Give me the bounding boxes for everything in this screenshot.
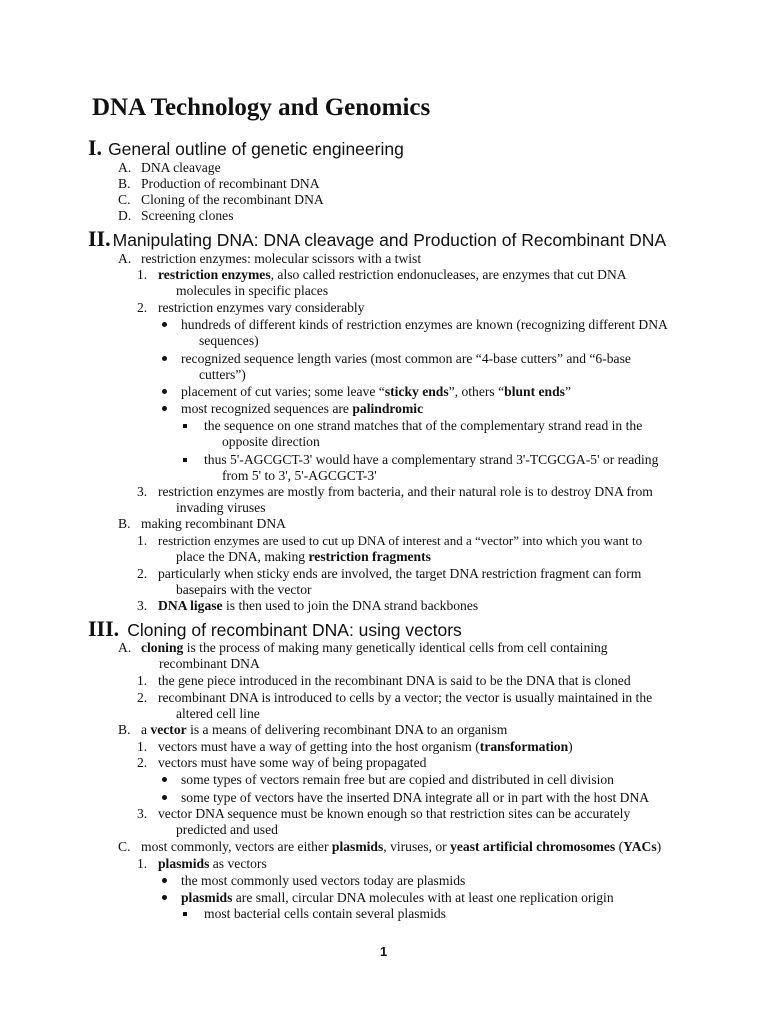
list-item — [181, 384, 571, 400]
list-item: vectors must have some way of being propagated — [158, 755, 427, 770]
list-item: restriction enzymes vary considerably — [158, 300, 365, 315]
list-item: restriction enzymes are used to cut up DNA of interest and a “vector” into which you want to — [158, 533, 643, 548]
text: place the DNA, making — [176, 549, 309, 564]
list-item-continued: predicted and used — [176, 822, 278, 837]
list-marker: B. — [118, 176, 131, 191]
list-item — [141, 640, 608, 656]
list-marker: 1. — [137, 673, 148, 688]
list-item-continued: cutters”) — [199, 367, 246, 382]
list-marker: D. — [118, 208, 132, 223]
list-marker: 2. — [137, 755, 148, 770]
list-item — [141, 839, 661, 855]
bold-term: plasmids — [158, 856, 210, 871]
list-item — [158, 856, 267, 872]
text: ( — [615, 839, 624, 854]
bold-term: vector — [150, 722, 187, 737]
text: ” — [564, 384, 572, 399]
text: ) — [656, 839, 662, 854]
bold-term: transformation — [479, 739, 569, 754]
bullet-icon — [162, 777, 167, 782]
section-number: II. — [88, 226, 111, 251]
list-item — [181, 890, 614, 906]
list-marker: 2. — [137, 566, 148, 581]
bullet-icon — [162, 356, 167, 361]
list-marker: C. — [118, 839, 131, 854]
list-item-continued: opposite direction — [222, 434, 320, 449]
bold-term: palindromic — [352, 401, 424, 416]
square-bullet-icon — [183, 912, 187, 916]
section-1-heading — [88, 136, 404, 163]
list-item-continued: basepairs with the vector — [176, 582, 312, 597]
page-number: 1 — [380, 944, 388, 959]
list-item — [158, 267, 627, 283]
list-marker: 3. — [137, 598, 148, 613]
list-item: restriction enzymes are mostly from bacteria, and their natural role is to destroy DNA from — [158, 484, 653, 499]
list-item: some types of vectors remain free but are copied and distributed in cell division — [181, 772, 614, 787]
list-item — [181, 401, 423, 417]
text: ) — [568, 739, 573, 754]
list-item-continued: sequences) — [199, 333, 259, 348]
text: is then used to join the DNA strand backbones — [222, 598, 479, 613]
list-marker: 1. — [137, 533, 148, 548]
section-title: Cloning of recombinant DNA: using vectors — [127, 620, 462, 640]
section-number: I. — [88, 135, 103, 160]
bullet-icon — [162, 406, 167, 411]
list-item: the most commonly used vectors today are plasmids — [181, 873, 466, 888]
list-item: restriction enzymes: molecular scissors with a twist — [141, 251, 422, 266]
bold-term: restriction fragments — [308, 549, 431, 564]
list-item-continued: molecules in specific places — [176, 283, 329, 298]
list-item: particularly when sticky ends are involved, the target DNA restriction fragment can form — [158, 566, 642, 581]
list-item: recognized sequence length varies (most common are “4-base cutters” and “6-base — [181, 351, 631, 366]
section-number: III. — [88, 616, 120, 641]
list-item: making recombinant DNA — [141, 516, 286, 531]
section-title: Manipulating DNA: DNA cleavage and Production of Recombinant DNA — [112, 230, 667, 250]
text: placement of cut varies; some leave “ — [181, 384, 385, 399]
bold-term: plasmids — [331, 839, 384, 854]
list-marker: C. — [118, 192, 131, 207]
bold-term: cloning — [141, 640, 184, 655]
list-marker: 1. — [137, 856, 148, 871]
bold-term: DNA ligase — [158, 598, 223, 613]
list-item: the sequence on one strand matches that of the complementary strand read in the — [204, 418, 643, 433]
list-item-continued: recombinant DNA — [159, 656, 260, 671]
text: as vectors — [209, 856, 267, 871]
bold-term: yeast artificial chromosomes — [450, 839, 616, 854]
list-marker: A. — [118, 160, 132, 175]
list-item-continued — [176, 549, 431, 565]
list-item-continued: from 5' to 3', 5'-AGCGCT-3' — [222, 468, 377, 483]
text: ”, others “ — [448, 384, 505, 399]
square-bullet-icon — [183, 424, 187, 428]
bold-term: blunt ends — [504, 384, 565, 399]
list-marker: 2. — [137, 300, 148, 315]
text: , also called restriction endonucleases, are enzymes that cut DNA — [270, 267, 627, 282]
square-bullet-icon — [183, 458, 187, 462]
section-title: General outline of genetic engineering — [108, 139, 404, 159]
list-item: some type of vectors have the inserted DNA integrate all or in part with the host DNA — [181, 790, 650, 805]
list-item: thus 5'-AGCGCT-3' would have a complementary strand 3'-TCGCGA-5' or reading — [204, 452, 659, 467]
list-item — [158, 739, 573, 755]
text: most commonly, vectors are either — [141, 839, 332, 854]
bullet-icon — [162, 389, 167, 394]
list-item — [141, 722, 507, 738]
list-marker: B. — [118, 722, 131, 737]
bold-term: YACs — [623, 839, 657, 854]
text: are small, circular DNA molecules with at least one replication origin — [232, 890, 614, 905]
bullet-icon — [162, 795, 167, 800]
page-title: DNA Technology and Genomics — [92, 94, 431, 121]
text: is a means of delivering recombinant DNA to an organism — [186, 722, 508, 737]
list-item-continued: altered cell line — [176, 706, 260, 721]
text: is the process of making many genetically identical cells from cell containing — [183, 640, 608, 655]
list-item: most bacterial cells contain several plasmids — [204, 906, 446, 921]
list-item-continued: invading viruses — [176, 500, 266, 515]
list-item: Screening clones — [141, 208, 234, 223]
list-marker: A. — [118, 251, 132, 266]
list-marker: A. — [118, 640, 132, 655]
text: a — [141, 722, 151, 737]
bold-term: restriction enzymes — [158, 267, 271, 282]
list-marker: B. — [118, 516, 131, 531]
list-marker: 3. — [137, 484, 148, 499]
text: most recognized sequences are — [181, 401, 353, 416]
text: vectors must have a way of getting into the host organism ( — [158, 739, 480, 754]
bold-term: sticky ends — [384, 384, 449, 399]
list-item: the gene piece introduced in the recombinant DNA is said to be the DNA that is cloned — [158, 673, 631, 688]
text: , viruses, or — [383, 839, 451, 854]
list-item: vector DNA sequence must be known enough so that restriction sites can be accurately — [158, 806, 631, 821]
list-marker: 2. — [137, 690, 148, 705]
list-item: hundreds of different kinds of restriction enzymes are known (recognizing different DNA — [181, 317, 668, 332]
list-marker: 3. — [137, 806, 148, 821]
list-marker: 1. — [137, 267, 148, 282]
list-item: recombinant DNA is introduced to cells by a vector; the vector is usually maintained in the — [158, 690, 653, 705]
list-marker: 1. — [137, 739, 148, 754]
bold-term: plasmids — [181, 890, 233, 905]
section-2-heading — [88, 227, 666, 254]
list-item — [158, 598, 478, 614]
list-item: Production of recombinant DNA — [141, 176, 320, 191]
bullet-icon — [162, 322, 167, 327]
list-item: DNA cleavage — [141, 160, 221, 175]
bullet-icon — [162, 895, 167, 900]
list-item: Cloning of the recombinant DNA — [141, 192, 324, 207]
bullet-icon — [162, 878, 167, 883]
